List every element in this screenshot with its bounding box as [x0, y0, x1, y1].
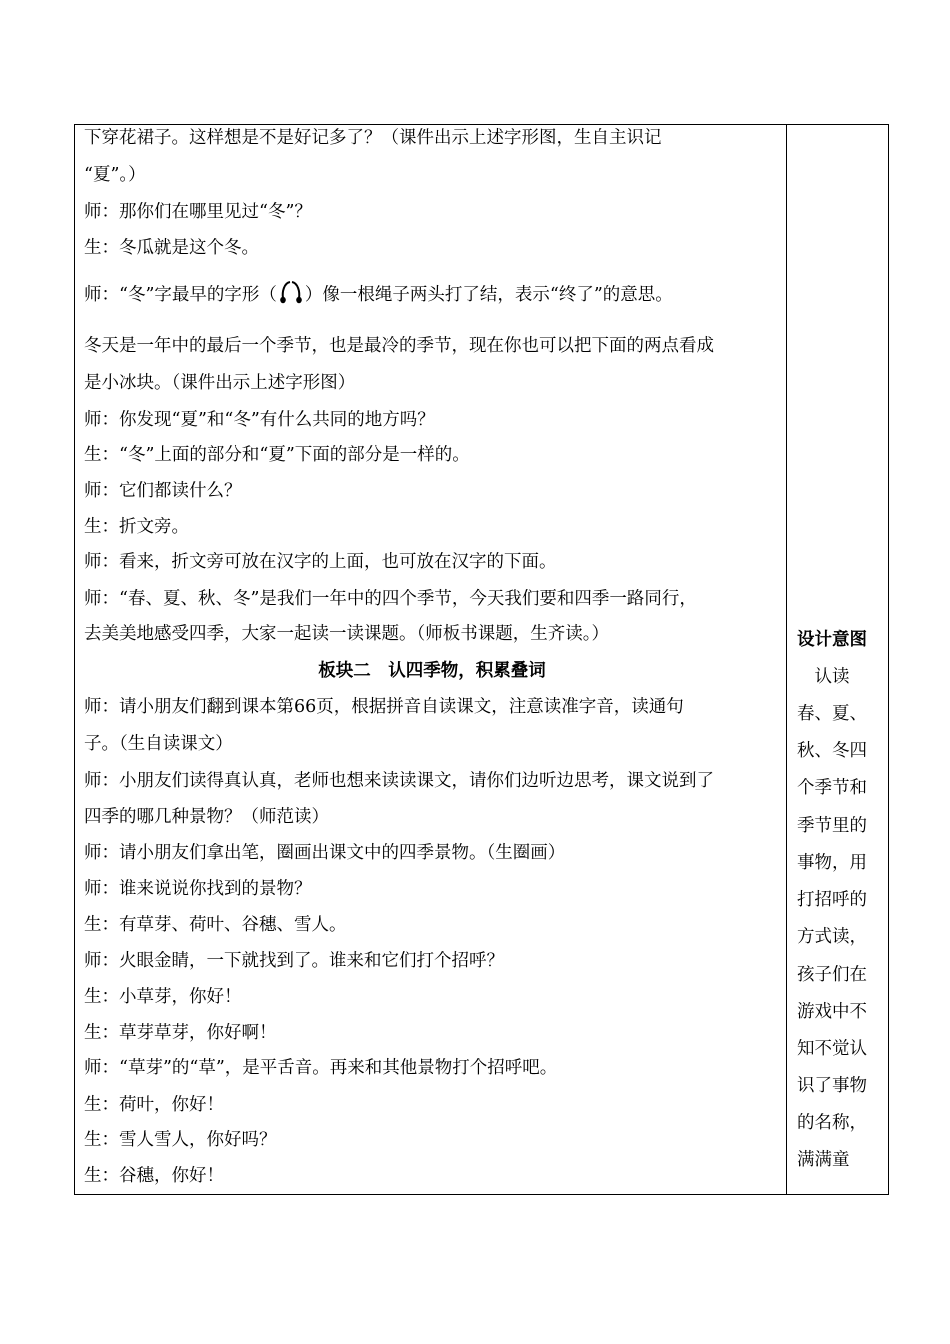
design-intent-line: 游戏中不 [797, 1002, 867, 1022]
text-line: “夏”。） [84, 165, 146, 185]
text-line: 生：折文旁。 [84, 517, 189, 537]
text-line: 师：你发现“夏”和“冬”有什么共同的地方吗？ [84, 410, 435, 430]
text-line: 师：请小朋友们拿出笔，圈画出课文中的四季景物。（生圈画） [84, 843, 566, 863]
design-intent-line: 秋、冬四 [797, 741, 867, 761]
text-line: 生：谷穗，你好！ [84, 1166, 224, 1186]
glyph-text-line [84, 278, 673, 307]
text-line: 下穿花裙子。这样想是不是好记多了？（课件出示上述字形图，生自主识记 [84, 128, 662, 148]
text-line: 师：它们都读什么？ [84, 481, 242, 501]
glyph-line-after: ）像一根绳子两头打了结，表示“终了”的意思。 [304, 285, 673, 305]
text-line: 师：小朋友们读得真认真，老师也想来读读课文，请你们边听边思考，课文说到了 [84, 771, 714, 791]
design-intent-line: 季节里的 [797, 816, 867, 836]
design-intent-line: 孩子们在 [797, 965, 867, 985]
text-line: 生：雪人雪人，你好吗？ [84, 1130, 277, 1150]
text-line: 生：荷叶，你好！ [84, 1095, 224, 1115]
design-intent-line: 知不觉认 [797, 1039, 867, 1059]
column-divider [786, 124, 787, 1195]
text-line: 去美美地感受四季，大家一起读一读课题。（师板书课题，生齐读。） [84, 624, 609, 644]
section-heading: 板块二 认四季物，积累叠词 [318, 661, 546, 681]
ancient-dong-glyph-icon [277, 278, 305, 304]
design-intent-line: 的名称， [797, 1113, 867, 1133]
text-line: 生：冬瓜就是这个冬。 [84, 238, 259, 258]
design-intent-line: 满满童 [797, 1150, 850, 1170]
text-line: 师：看来，折文旁可放在汉字的上面，也可放在汉字的下面。 [84, 552, 557, 572]
text-line: 生：小草芽，你好！ [84, 987, 242, 1007]
design-intent-line: 事物，用 [797, 853, 867, 873]
design-intent-title: 设计意图 [797, 630, 867, 650]
design-intent-line: 个季节和 [797, 778, 867, 798]
text-line: 师：那你们在哪里见过“冬”？ [84, 202, 312, 222]
text-line: 生：草芽草芽，你好啊！ [84, 1023, 277, 1043]
text-line: 师：请小朋友们翻到课本第66页，根据拼音自读课文，注意读准字音，读通句 [84, 697, 684, 717]
text-line: 师：“春、夏、秋、冬”是我们一年中的四个季节，今天我们要和四季一路同行， [84, 589, 697, 609]
design-intent-line: 春、夏、 [797, 704, 867, 724]
design-intent-line: 打招呼的 [797, 890, 867, 910]
design-intent-line: 方式读， [797, 927, 867, 947]
text-line: 子。（生自读课文） [84, 734, 233, 754]
text-line: 师：谁来说说你找到的景物？ [84, 879, 312, 899]
text-line: 四季的哪几种景物？（师范读） [84, 807, 329, 827]
text-line: 生：“冬”上面的部分和“夏”下面的部分是一样的。 [84, 445, 470, 465]
text-line: 冬天是一年中的最后一个季节，也是最冷的季节，现在你也可以把下面的两点看成 [84, 336, 714, 356]
design-intent-line: 识了事物 [797, 1076, 867, 1096]
text-line: 师：火眼金睛，一下就找到了。谁来和它们打个招呼？ [84, 951, 504, 971]
design-intent-line: 认读 [797, 667, 850, 687]
text-line: 生：有草芽、荷叶、谷穗、雪人。 [84, 915, 347, 935]
glyph-line-before: 师：“冬”字最早的字形（ [84, 285, 277, 305]
text-line: 师：“草芽”的“草”，是平舌音。再来和其他景物打个招呼吧。 [84, 1058, 558, 1078]
text-line: 是小冰块。（课件出示上述字形图） [84, 373, 356, 393]
